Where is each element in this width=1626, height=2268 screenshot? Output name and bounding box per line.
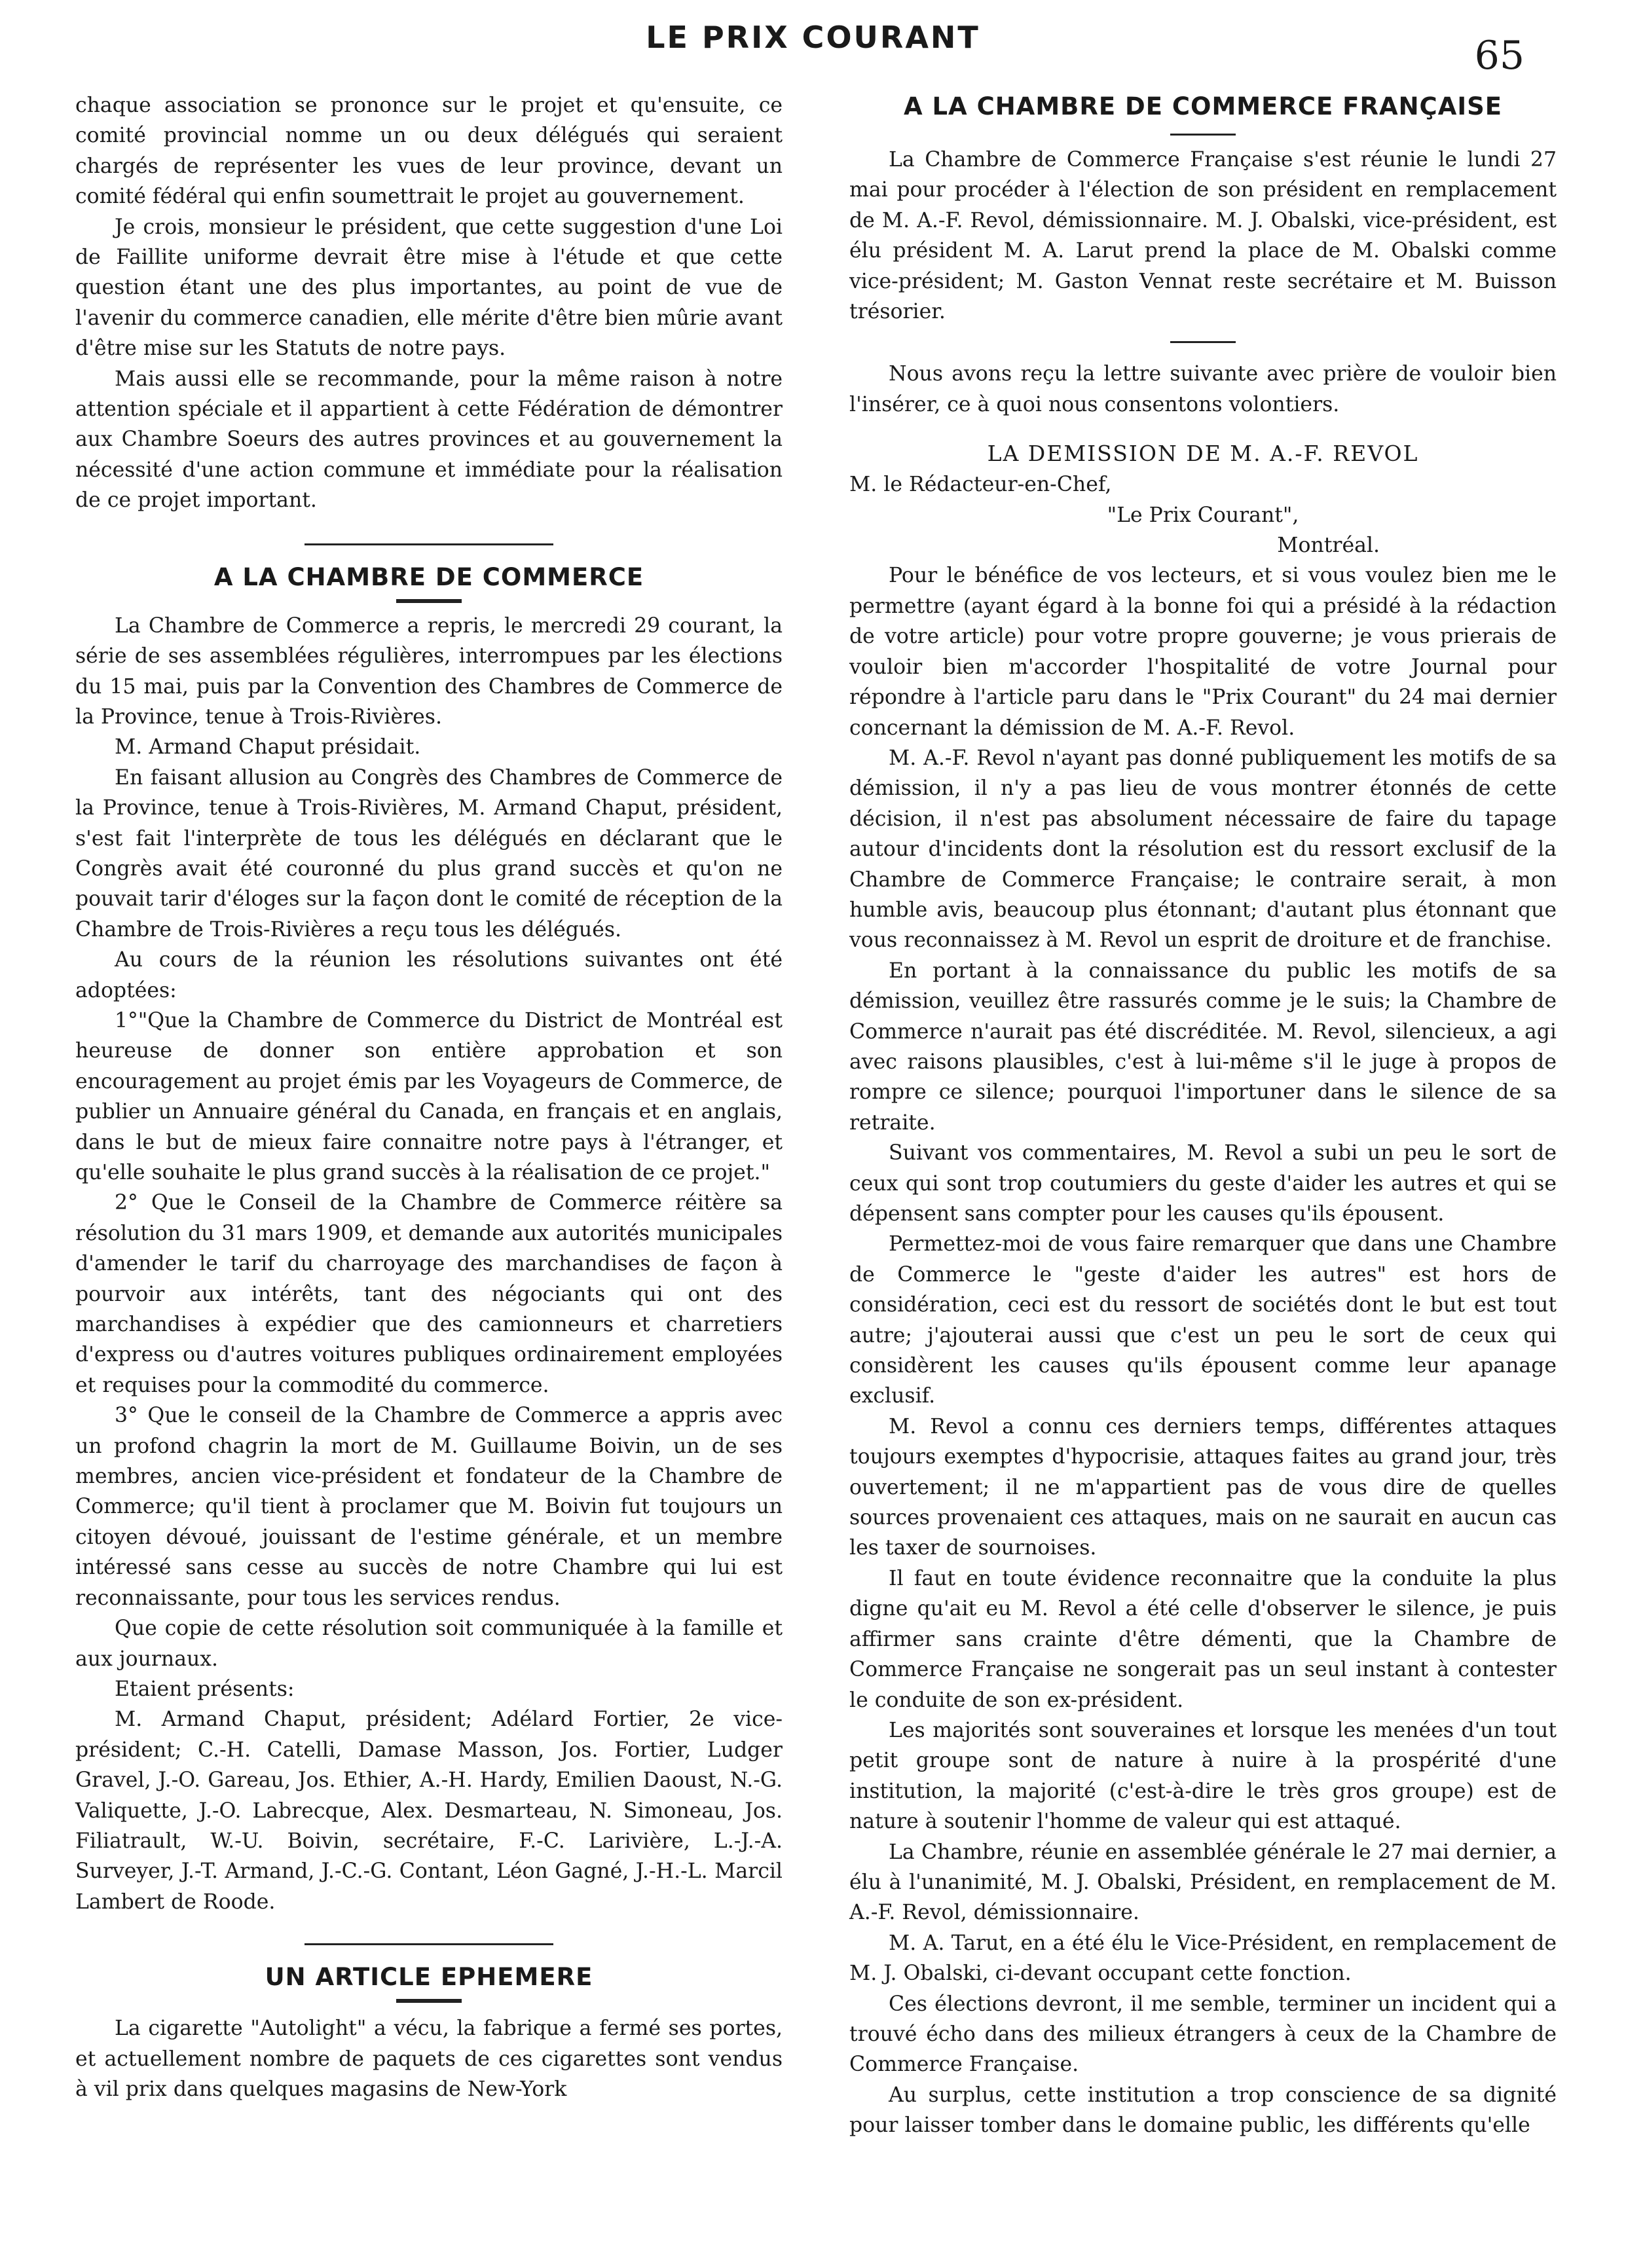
paragraph: 1°"Que la Chambre de Commerce du District de Montréal est heureuse de donner son entière approbation et son encouragement au projet émis par les Voyageurs de Commerce, de publier un Annuaire général du Canada, en français et en anglais, dans le but de mieux faire connaitre notre pays à l'étranger, et qu'elle souhaite le plus grand succès à la réalisation de ce projet." (75, 1008, 783, 1184)
paragraph: Mais aussi elle se recommande, pour la même raison à notre attention spéciale et il appartient à cette Fédération de démontrer aux Chambre Soeurs des autres provinces et au gouvernement la nécessité d'une action commune et immédiate pour la réalisation de ce projet important. (75, 367, 783, 513)
paragraph: chaque association se prononce sur le projet et qu'ensuite, ce comité provincial nomme un ou deux délégués qui seraient chargés de représenter les vues de leur province, devant un comité fédéral qui enfin soumettrait le projet au gouvernement. (75, 94, 783, 209)
heading-underline (1170, 134, 1236, 136)
left-column (75, 90, 783, 2104)
paragraph: M. A.-F. Revol n'ayant pas donné publiquement les motifs de sa démission, il n'y a pas lieu de vous montrer étonnés de cette décision, il n'est pas absolument nécessaire de faire du tapage autour d'incidents dont la résolution est du ressort exclusif de la Chambre de Commerce Française; le contraire serait, à mon humble avis, beaucoup plus étonnant; d'autant plus étonnant que vous reconnaissez à M. Revol un esprit de droiture et de franchise. (849, 746, 1557, 953)
paragraph: Je crois, monsieur le président, que cette suggestion d'une Loi de Faillite uniforme devrait être mise à l'étude et que cette question étant une des plus importantes, au point de vue de l'avenir du commerce canadien, elle mérite d'être bien mûrie avant d'être mise sur les Statuts de notre pays. (75, 215, 783, 361)
salutation-line: M. le Rédacteur-en-Chef, (849, 473, 1112, 497)
section-heading: UN ARTICLE EPHEMERE (265, 1963, 593, 1992)
section-divider (305, 1943, 553, 1945)
page-number: 65 (1474, 33, 1524, 79)
paragraph: Au cours de la réunion les résolutions suivantes ont été adoptées: (75, 948, 783, 1002)
right-column (849, 90, 1557, 2141)
section-heading: A LA CHAMBRE DE COMMERCE FRANÇAISE (903, 92, 1503, 120)
section-divider (1170, 341, 1236, 343)
paragraph: La Chambre de Commerce a repris, le mercredi 29 courant, la série de ses assemblées régulières, interrompues par les élections du 15 mai, puis par la Convention des Chambres de Commerce de la Province, tenue à Trois-Rivières. (75, 613, 783, 729)
salutation-line: "Le Prix Courant", (1107, 503, 1299, 527)
paragraph: 3° Que le conseil de la Chambre de Commerce a appris avec un profond chagrin la mort de M. Guillaume Boivin, un de ses membres, ancien vice-président et fondateur de la Chambre de Commerce; qu'il tient à proclamer que M. Boivin fut toujours un citoyen dévoué, jouissant de l'estime générale, et un membre intéressé sans cesse au succès de notre Chambre qui lui est reconnaissante, pour tous les services rendus. (75, 1404, 783, 1610)
paragraph: M. A. Tarut, en a été élu le Vice-Président, en remplacement de M. J. Obalski, ci-devant occupant cette fonction. (849, 1931, 1557, 1986)
paragraph: Pour le bénéfice de vos lecteurs, et si vous voulez bien me le permettre (ayant égard à la bonne foi qui a présidé à la rédaction de votre article) pour votre propre gouverne; je vous prierais de vouloir bien m'accorder l'hospitalité de votre Journal pour répondre à l'article paru dans le "Prix Courant" du 24 mai dernier concernant la démission de M. A.-F. Revol. (849, 564, 1557, 740)
paragraph: M. Armand Chaput, président; Adélard Fortier, 2e vice-président; C.-H. Catelli, Damase Masson, Jos. Fortier, Ludger Gravel, J.-O. Gareau, Jos. Ethier, A.-H. Hardy, Emilien Daoust, N.-G. Valiquette, J.-O. Labrecque, Alex. Desmarteau, N. Simoneau, Jos. Filiatrault, W.-U. Boivin, secrétaire, F.-C. Larivière, L.-J.-A. Surveyer, J.-T. Armand, J.-C.-G. Contant, Léon Gagné, J.-H.-L. Marcil Lambert de Roode. (75, 1708, 783, 1914)
paragraph: En portant à la connaissance du public les motifs de sa démission, veuillez être rassurés comme je le suis; la Chambre de Commerce n'aurait pas été discréditée. M. Revol, silencieux, a agi avec raisons plausibles, c'est à lui-même s'il le juge à propos de rompre ce silence; pourquoi l'importuner dans le silence de sa retraite. (849, 959, 1557, 1135)
heading-underline (396, 599, 462, 603)
paragraph: M. Armand Chaput présidait. (115, 735, 421, 759)
paragraph: La cigarette "Autolight" a vécu, la fabrique a fermé ses portes, et actuellement nombre de paquets de ces cigarettes sont vendus à vil prix dans quelques magasins de New-York (75, 2017, 783, 2101)
page-header (0, 14, 1626, 79)
paragraph: Au surplus, cette institution a trop conscience de sa dignité pour laisser tomber dans le domaine public, les différents qu'elle (849, 2083, 1557, 2138)
heading-underline (396, 1999, 462, 2003)
paragraph: La Chambre, réunie en assemblée générale le 27 mai dernier, a élu à l'unanimité, M. J. Obalski, Président, en remplacement de M. A.-F. Revol, démissionnaire. (849, 1840, 1557, 1925)
paragraph: Que copie de cette résolution soit communiquée à la famille et aux journaux. (75, 1617, 783, 1671)
paragraph: En faisant allusion au Congrès des Chambres de Commerce de la Province, tenue à Trois-Rivières, M. Armand Chaput, président, s'est fait l'interprète de tous les délégués en déclarant que le Congrès avait été couronné du plus grand succès et qu'on ne pouvait tarir d'éloges sur la façon dont le comité de réception de la Chambre de Trois-Rivières a reçu tous les délégués. (75, 765, 783, 942)
journal-title: LE PRIX COURANT (646, 20, 980, 55)
paragraph: M. Revol a connu ces derniers temps, différentes attaques toujours exemptes d'hypocrisie, attaques faites au grand jour, très ouvertement; il ne m'appartient pas de vous dire de quelles sources provenaient ces attaques, mais on ne saurait en aucun cas les taxer de sournoises. (849, 1414, 1557, 1560)
paragraph: Permettez-moi de vous faire remarquer que dans une Chambre de Commerce le "geste d'aider les autres" est hors de considération, ceci est du ressort de sociétés dont le but est tout autre; j'ajouterai aussi que c'est un peu le sort de ceux qui considèrent les causes qu'ils épousent comme leur apanage exclusif. (849, 1232, 1557, 1408)
letter-title: LA DEMISSION DE M. A.-F. REVOL (987, 441, 1419, 467)
section-divider (305, 543, 553, 545)
section-heading: A LA CHAMBRE DE COMMERCE (213, 562, 644, 591)
paragraph: Ces élections devront, il me semble, terminer un incident qui a trouvé écho dans des milieux étrangers à ceux de la Chambre de Commerce Française. (849, 1992, 1557, 2077)
paragraph: Suivant vos commentaires, M. Revol a subi un peu le sort de ceux qui sont trop coutumiers du geste d'aider les autres et qui se dépensent sans compter pour les causes qu'ils épousent. (849, 1141, 1557, 1226)
paragraph: Les majorités sont souveraines et lorsque les menées d'un tout petit groupe sont de nature à nuire à la prospérité d'une institution, la majorité (c'est-à-dire le très gros groupe) est de nature à soutenir l'homme de valeur qui est attaqué. (849, 1718, 1557, 1834)
paragraph: Etaient présents: (115, 1677, 295, 1701)
salutation-line: Montréal. (1277, 534, 1380, 558)
paragraph: Nous avons reçu la lettre suivante avec prière de vouloir bien l'insérer, ce à quoi nous consentons volontiers. (849, 362, 1557, 416)
paragraph: Il faut en toute évidence reconnaitre que la conduite la plus digne qu'ait eu M. Revol a été celle d'observer le silence, je puis affirmer sans crainte d'être démenti, que la Chambre de Commerce Française ne songerait pas un seul instant à contester le conduite de son ex-président. (849, 1566, 1557, 1712)
paragraph: 2° Que le Conseil de la Chambre de Commerce réitère sa résolution du 31 mars 1909, et demande aux autorités municipales d'amender le tarif du charroyage des marchandises de façon à pourvoir aux intérêts, tant des négociants qui ont des marchandises à expédier que des camionneurs et charretiers d'express ou d'autres voitures publiques ordinairement employées et requises pour la commodité du commerce. (75, 1191, 783, 1397)
paragraph: La Chambre de Commerce Française s'est réunie le lundi 27 mai pour procéder à l'élection de son président en remplacement de M. A.-F. Revol, démissionnaire. M. J. Obalski, vice-président, est élu président M. A. Larut prend la place de M. Obalski comme vice-président; M. Gaston Vennat reste secrétaire et M. Buisson trésorier. (849, 148, 1557, 324)
